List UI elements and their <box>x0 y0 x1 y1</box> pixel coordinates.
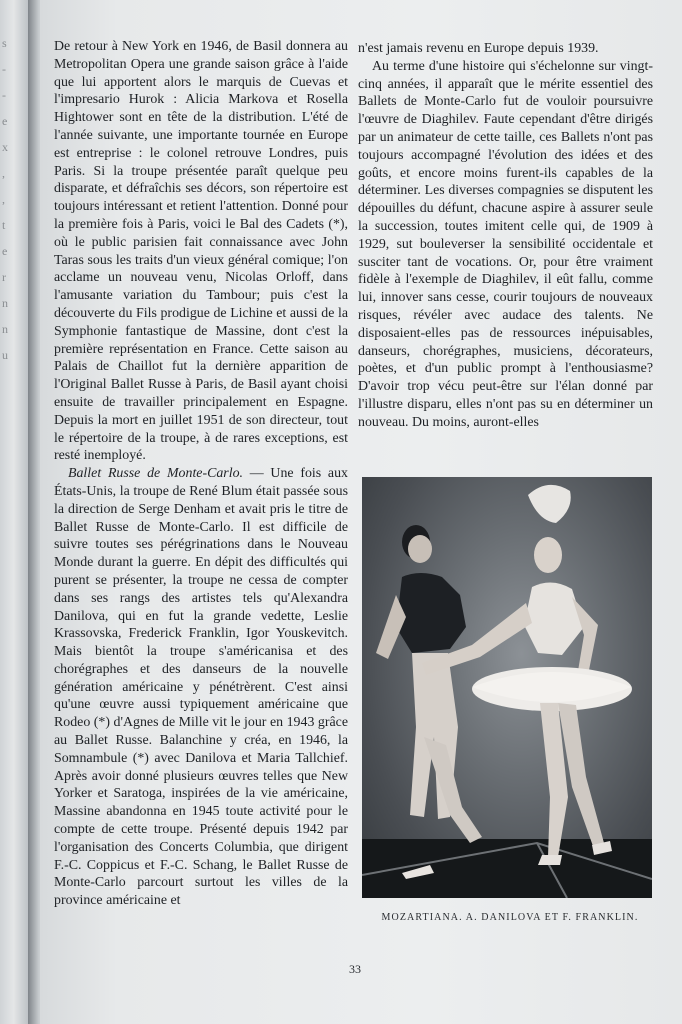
right-text-column <box>358 40 653 432</box>
dancers-photograph <box>362 477 652 898</box>
book-page <box>40 0 682 1024</box>
photo-caption: MOZARTIANA. A. DANILOVA ET F. FRANKLIN. <box>381 912 639 923</box>
section-heading: Ballet Russe de Monte-Carlo. <box>68 466 243 482</box>
page-number: 33 <box>349 962 361 976</box>
dancers-illustration <box>362 477 652 898</box>
paragraph-history-de-basil: De retour à New York en 1946, de Basil donnera au Metropolitan Opera une grande saison grâce à l'aide que lui apportent alors le marquis de Cuevas et l'impresario Hurok : Alicia Markova et Rosella Hightower sont en tête de la distribution. L'été de l'année suivante, une importante tournée en Europe est entreprise : le colonel retrouve Londres, puis Paris. Si la troupe présentée paraît quelque peu disparate, et défraîchis ses décors, son répertoire est toujours intéressant et retient l'attention. Donné pour la première fois à Paris, voici le Bal des Cadets (*), où le public parisien fait connaissance avec John Taras sous les traits d'un vieux général comique; l'on acclame un nouveau venu, Nicolas Orloff, dans l'amusante variation du Tambour; puis c'est la découverte du Fils prodigue de Lichine et aussi de la Symphonie fantastique de Massine, dont c'est la première représentation en France. Cette saison au Palais de Chaillot fut la dernière apparition de l'Original Ballet Russe à Paris, de Basil ayant choisi ensuite de travailler principalement en Espagne. Depuis la mort en juillet 1951 de son directeur, tout le répertoire de la troupe, à de rares exceptions, est resté inemployé. <box>54 39 348 464</box>
paragraph-continuation: n'est jamais revenu en Europe depuis 1939. <box>358 41 599 56</box>
paragraph-conclusion: Au terme d'une histoire qui s'échelonne sur vingt-cinq années, il apparaît que le mérite essentiel des Ballets de Monte-Carlo fut de vouloir poursuivre l'œuvre de Diaghilev. Faute cependant d'être dirigés par un animateur de cette taille, ces Ballets n'ont pas toujours accompagné l'évolution des idées et des goûts, et encore moins furent-ils capables de la déterminer. Les diverses compagnies se disputent les dépouilles du défunt, chacune aspire à assurer seule la succession, toutes imitent celle qui, de 1909 à 1929, sut bouleverser la sensibilité occidentale et susciter tant de vocations. Or, pour être vraiment fidèle à l'exemple de Diaghilev, il eût fallu, comme lui, innover sans cesse, courir toujours de nouveaux risques, révéler avec audace des talents. Ne disposaient-elles pas de ressources inépuisables, danseurs, chorégraphes, musiciens, décorateurs, poètes, et d'un public prompt à l'enthousiasme? D'avoir trop vécu peut-être sur l'élan donné par l'illustre disparu, elles n'ont pas su en déterminer un nouveau. Du moins, auront-elles <box>358 58 653 430</box>
paragraph-body: — Une fois aux États-Unis, la troupe de René Blum était passée sous la direction de Serge Denham et avait pris le titre de Ballet Russe de Monte-Carlo. Il est difficile de suivre toutes ses pérégrinations dans le Nouveau Monde durant la guerre. En dépit des difficultés qui purent se présenter, la troupe ne cessa de compter dans ses rangs des artistes tels qu'Alexandra Danilova, qui en fut la grande vedette, Leslie Krassovska, Frederick Franklin, Igor Youskevitch. Mais bientôt la troupe s'américanisa et des chorégraphes et des danseurs de la nouvelle génération américaine y pénétrèrent. C'est ainsi qu'une œuvre aussi typiquement américaine que Rodeo (*) d'Agnes de Mille vit le jour en 1943 grâce au Ballet Russe. Balanchine y créa, en 1946, la Somnambule (*) avec Danilova et Maria Tallchief. Après avoir donné plusieurs œuvres telles que New Yorker et Saratoga, inspirées de la vie américaine, Massine abandonna en 1945 toute activité pour le compte de cette troupe. Présenté depuis 1942 par l'organisation des Concerts Columbia, que dirigent F.-C. Coppicus et F.-C. Schang, le Ballet Russe de Monte-Carlo parcourt surtout les villes de la province américaine et <box>54 466 348 909</box>
paragraph-ballet-russe-monte-carlo <box>54 465 348 910</box>
left-page-edge-text: s - - e x , , t e r n n u <box>2 36 9 362</box>
left-page-edge <box>0 0 30 1024</box>
left-text-column <box>54 38 348 910</box>
